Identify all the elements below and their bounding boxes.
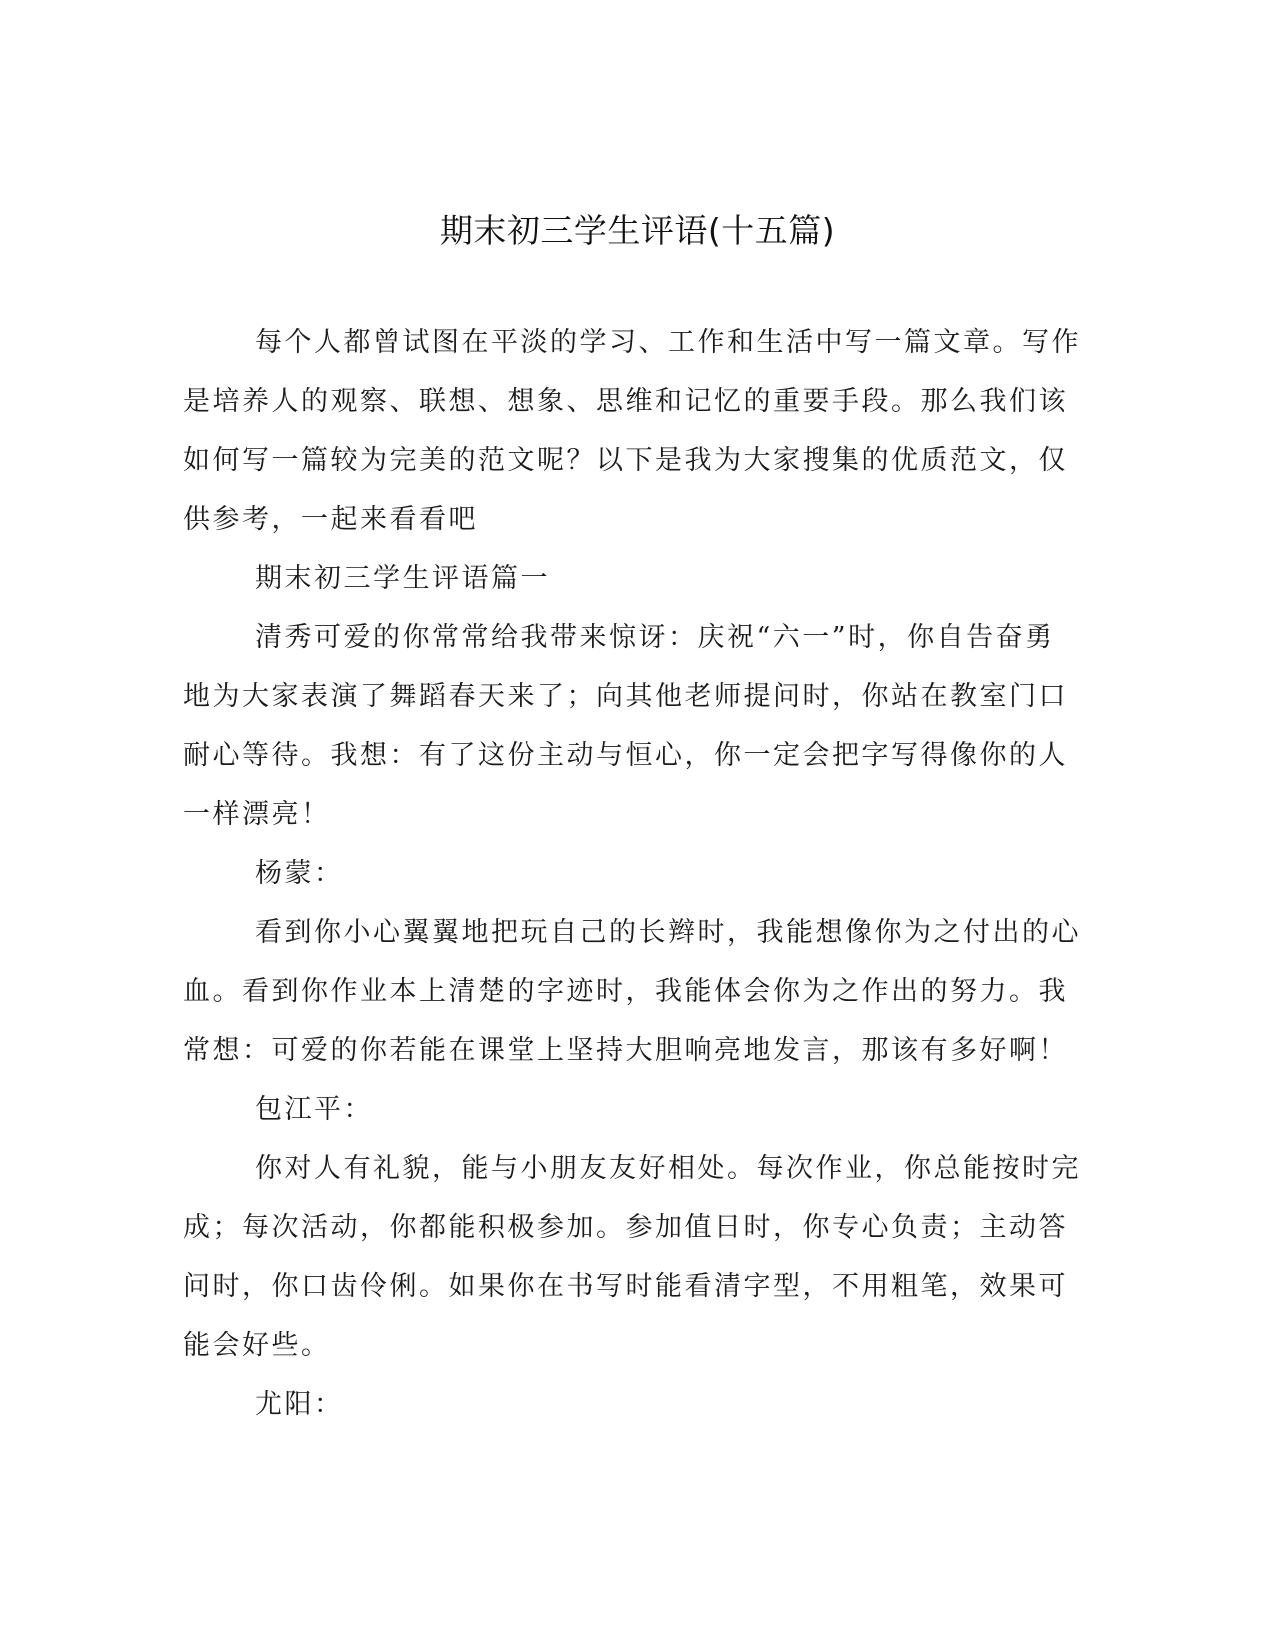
- document-title: 期末初三学生评语(十五篇): [439, 211, 836, 250]
- intro-paragraph: 每个人都曾试图在平淡的学习、工作和生活中写一篇文章。写作是培养人的观察、联想、想象、思维和记忆的重要手段。那么我们该如何写一篇较为完美的范文呢？以下是我为大家搜集的优质范文，仅供参考，一起来看看吧: [183, 327, 1081, 535]
- document-body: [183, 313, 1083, 1434]
- comment-paragraph: 清秀可爱的你常常给我带来惊讶：庆祝“六一”时，你自告奋勇地为大家表演了舞蹈春天来了；向其他老师提问时，你站在教室门口耐心等待。我想：有了这份主动与恒心，你一定会把字写得像你的人一样漂亮！: [183, 622, 1068, 830]
- section-heading: 期末初三学生评语篇一: [255, 563, 550, 594]
- student-name: 尤阳：: [255, 1389, 344, 1420]
- student-name: 包江平：: [255, 1094, 373, 1125]
- comment-paragraph: 看到你小心翼翼地把玩自己的长辫时，我能想像你为之付出的心血。看到你作业本上清楚的字迹时，我能体会你为之作出的努力。我常想：可爱的你若能在课堂上坚持大胆响亮地发言，那该有多好啊！: [183, 917, 1081, 1066]
- comment-paragraph: 你对人有礼貌，能与小朋友友好相处。每次作业，你总能按时完成；每次活动，你都能积极参加。参加值日时，你专心负责；主动答问时，你口齿伶俐。如果你在书写时能看清字型，不用粗笔，效果可能会好些。: [183, 1153, 1081, 1361]
- student-name: 杨蒙：: [255, 858, 344, 889]
